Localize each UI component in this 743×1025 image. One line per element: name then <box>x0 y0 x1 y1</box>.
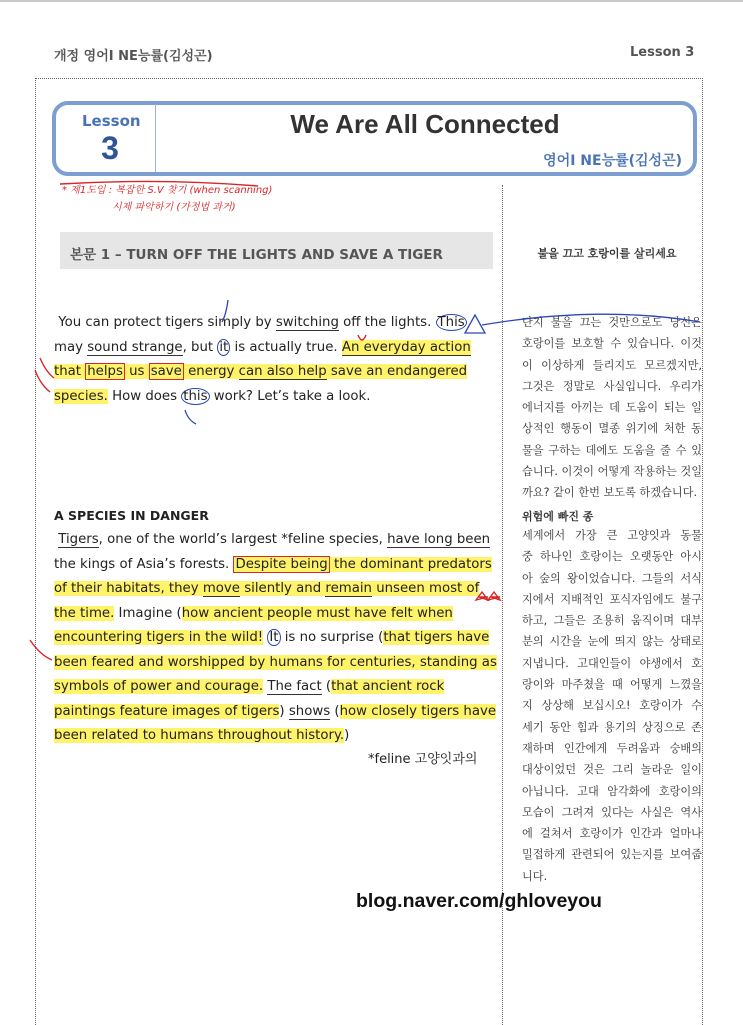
lesson-title: We Are All Connected <box>290 109 560 139</box>
lesson-number: 3 <box>101 130 119 166</box>
translation-2-line-15: 에 걸쳐서 호랑이가 인간과 얼마나 <box>522 827 702 841</box>
section-title: 본문 1 – TURN OFF THE LIGHTS AND SAVE A TIGER <box>70 247 443 263</box>
translation-2-line-11: 재하며 인간에게 두려움과 숭배의 <box>522 741 702 755</box>
lesson-label: Lesson <box>82 112 141 130</box>
translation-1-line-6: 상적인 행동이 멸종 위기에 처한 동 <box>522 422 702 436</box>
translation-2-line-2: 중 하나인 호랑이는 오랫동안 아시 <box>522 550 702 564</box>
intro-line-3: that helps us save energy can also help save an endangered <box>54 364 468 379</box>
species-line-2: the kings of Asia’s forests. Despite being the dominant predators <box>54 556 492 572</box>
translation-2-line-13: 아닙니다. 고대 암각화에 호랑이의 <box>522 784 702 798</box>
footnote: *feline 고양잇과의 <box>368 752 478 767</box>
translation-2-line-14: 모습이 그려져 있다는 사실은 역사 <box>522 805 702 819</box>
translation-1-line-7: 물을 구하는 데에도 도움을 줄 수 있 <box>522 443 702 457</box>
species-line-8: paintings feature images of tigers) shows (how closely tigers have <box>54 703 497 719</box>
translation-2-line-6: 분의 시간을 눈에 띄지 않는 상태로 <box>522 635 702 649</box>
subsection-title: A SPECIES IN DANGER <box>54 508 209 523</box>
intro-line-1: You can protect tigers simply by switching off the lights. This <box>54 315 465 330</box>
translation-2-line-9: 지 상상해 보십시오! 호랑이가 수 <box>522 699 702 713</box>
translation-2-line-12: 대상이었던 것은 그리 놀라운 일이 <box>522 763 702 777</box>
handwritten-note-1: * 제1도입 : 복잡한 S.V 찾기 (when scanning) <box>62 185 273 196</box>
intro-line-2: may sound strange, but it is actually true. An everyday action <box>54 339 471 355</box>
species-line-6: been feared and worshipped by humans for centuries, standing as <box>54 654 497 670</box>
translation-1-line-4: 그것은 정말로 사실입니다. 우리가 <box>522 379 702 393</box>
lesson-subtitle: 영어I NE능률(김성곤) <box>543 153 682 169</box>
translation-1-line-5: 에너지를 아끼는 데 도움이 되는 일 <box>522 401 702 415</box>
translation-1-line-2: 호랑이를 보호할 수 있습니다. 이것 <box>522 337 702 351</box>
species-line-4: the time. Imagine (how ancient people must have felt when <box>54 605 453 621</box>
translation-2-line-10: 세기 동안 힘과 용기의 상징으로 존 <box>522 720 702 734</box>
translation-heading: 불을 끄고 호랑이를 살리세요 <box>537 247 677 260</box>
blog-watermark: blog.naver.com/ghloveyou <box>356 890 602 912</box>
species-line-5: encountering tigers in the wild! It is no surprise (that tigers have <box>54 630 490 645</box>
header-lesson: Lesson 3 <box>630 45 695 60</box>
translation-2-line-8: 랑이와 마주쳤을 때 어떻게 느꼈을 <box>522 678 702 692</box>
translation-1-line-1: 단지 불을 끄는 것만으로도 당신은 <box>522 316 702 329</box>
species-line-3: of their habitats, they move silently and remain unseen most of <box>54 581 480 596</box>
translation-subheading: 위험에 빠진 종 <box>522 510 594 523</box>
species-line-7: symbols of power and courage. The fact (that ancient rock <box>54 679 445 694</box>
species-line-9: been related to humans throughout history.) <box>54 728 350 743</box>
translation-2-line-7: 지냅니다. 고대인들이 야생에서 호 <box>522 656 702 670</box>
translation-2-line-5: 하고, 그들은 조용히 움직이며 대부 <box>522 614 702 628</box>
translation-2-line-17: 니다. <box>522 869 548 883</box>
translation-1-line-8: 습니다. 이것이 어떻게 작용하는 것일 <box>522 465 702 479</box>
header-book-title: 개정 영어I NE능률(김성곤) <box>54 49 213 64</box>
species-line-1: Tigers, one of the world’s largest *feline species, have long been <box>58 532 491 547</box>
translation-2-line-3: 아 숲의 왕이었습니다. 그들의 서식 <box>522 571 702 585</box>
translation-1-line-9: 까요? 같이 한번 보도록 하겠습니다. <box>522 486 698 500</box>
handwritten-note-2: 시제 파악하기 (가정법 과거) <box>112 202 236 213</box>
intro-line-4: species. How does this work? Let’s take a look. <box>54 388 371 404</box>
translation-2-line-4: 지에서 지배적인 포식자임에도 불구 <box>522 592 702 606</box>
translation-2-line-1: 세계에서 가장 큰 고양잇과 동물 <box>522 529 702 542</box>
translation-2-line-16: 밀접하게 관련되어 있는지를 보여줍 <box>522 848 702 862</box>
translation-1-line-3: 이 이상하게 들리지도 모르겠지만, <box>522 358 702 372</box>
